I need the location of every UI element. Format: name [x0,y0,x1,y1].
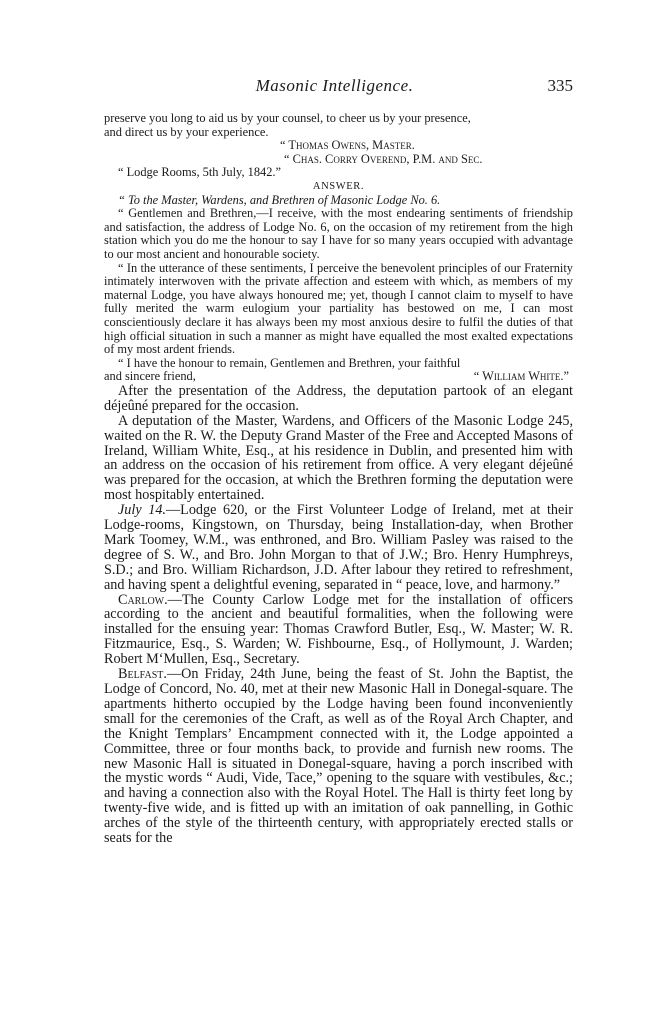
news-paragraph-kingstown [104,503,573,592]
news-paragraph-carlow [104,593,573,668]
closing-salutation: and sincere friend, [104,369,196,384]
letter-line-2: and direct us by your experience. [104,124,269,139]
answer-closing [104,370,573,384]
news-date-july: July 14. [118,502,166,519]
signature-secretary: “ Chas. Corry Overend, P.M. and Sec. [284,151,483,166]
answer-paragraph-3: “ I have the honour to remain, Gentlemen and Brethren, your faithful [118,355,461,370]
answer-heading: ANSWER. [312,180,365,192]
lodge-rooms-date: “ Lodge Rooms, 5th July, 1842.” [118,165,282,180]
news-paragraph-deputation: A deputation of the Master, Wardens, and Officers of the Masonic Lodge 245, waited on the R. W. the Deputy Grand Master of the Free and Accepted Masons of Ireland, William White, Esq., at his residence in Dublin, and presented him with an address on the occasion of his retirement from office. A very elegant déjeûné was prepared for the occasion, at which the Brethren forming the deputation were most hospitably entertained. [104,412,573,504]
answer-address: “ To the Master, Wardens, and Brethren of Masonic Lodge No. 6. [118,192,441,207]
answer-paragraph-2: “ In the utterance of these sentiments, I perceive the benevolent principles of our Fraternity intimately interwoven with the private affection and esteem with which, as members of my maternal Lodge, you have always honoured me; yet, though I cannot claim to myself to have fully merited the warm eulogium your partiality has bestowed on me, I can most conscientiously declare it has always been my most anxious desire to fulfil the duties of that high official situation in such a manner as might have equalled the most exalted expectations of my most ardent friends. [104,260,573,357]
signature-master: “ Thomas Owens, Master. [280,138,415,153]
news-paragraph-address: After the presentation of the Address, the deputation partook of an elegant déjeûné prepared for the occasion. [104,382,573,414]
news-belfast-text: —On Friday, 24th June, being the feast of St. John the Baptist, the Lodge of Concord, No. 40, met at their new Masonic Hall in Donegal-square. The apartments hitherto occupied by the Lodge having been found inconveniently small for the ceremonies of the Craft, as well as of the Royal Arch Chapter, and the Knight Templars’ Encampment connected with it, the Lodge appointed a Committee, three or four months back, to provide and furnish new rooms. The new Masonic Hall is situated in Donegal-square, having a porch inscribed with the mystic words “ Audi, Vide, Tace,” opening to the square with vestibules, &c.; and having a connection also with the Royal Hotel. The Hall is thirty feet long by twenty-five wide, and is fitted up with an imitation of oak pannelling, in Gothic arches of the style of the thirteenth century, with appropriately erected stalls or seats for the [104,666,573,847]
news-place-carlow: Carlow. [118,591,168,608]
page-number: 335 [547,76,573,95]
news-kingstown-text: —Lodge 620, or the First Volunteer Lodge of Ireland, met at their Lodge-rooms, Kingstown, on Thursday, being Installation-day, when Brother Mark Toomey, W.M., was enthroned, and Bro. William Pasley was raised to the degree of S. W., and Bro. John Morgan to that of J.W.; Bro. Henry Humphreys, S.D.; and Bro. William Richardson, J.D. After labour they retired to refreshment, and having spent a delightful evening, separated in “ peace, love, and harmony.” [104,502,573,593]
page-body [104,112,573,846]
news-carlow-text: —The County Carlow Lodge met for the installation of officers according to the ancient and beautiful formalities, when the following were installed for the ensuing year: Thomas Crawford Butler, Esq., W. Master; W. R. Fitzmaurice, Esq., S. Warden; W. Fishbourne, Esq., of Hollymount, J. Warden; Robert M‘Mullen, Esq., Secretary. [104,591,573,668]
news-section [104,384,573,846]
answer-paragraph-1: “ Gentlemen and Brethren,—I receive, with the most endearing sentiments of friendship and satisfaction, the address of Lodge No. 6, on the occasion of my retirement from the high station which you do me the honour to say I have for so many years occupied with advantage to our most ancient and honourable society. [104,206,573,261]
closing-signature: “ William White.” [473,369,569,384]
news-paragraph-belfast [104,667,573,846]
letter-line-1: preserve you long to aid us by your counsel, to cheer us by your presence, [104,111,471,125]
running-head [0,76,669,98]
news-place-belfast: Belfast. [118,666,167,683]
running-title: Masonic Intelligence. [255,76,414,95]
